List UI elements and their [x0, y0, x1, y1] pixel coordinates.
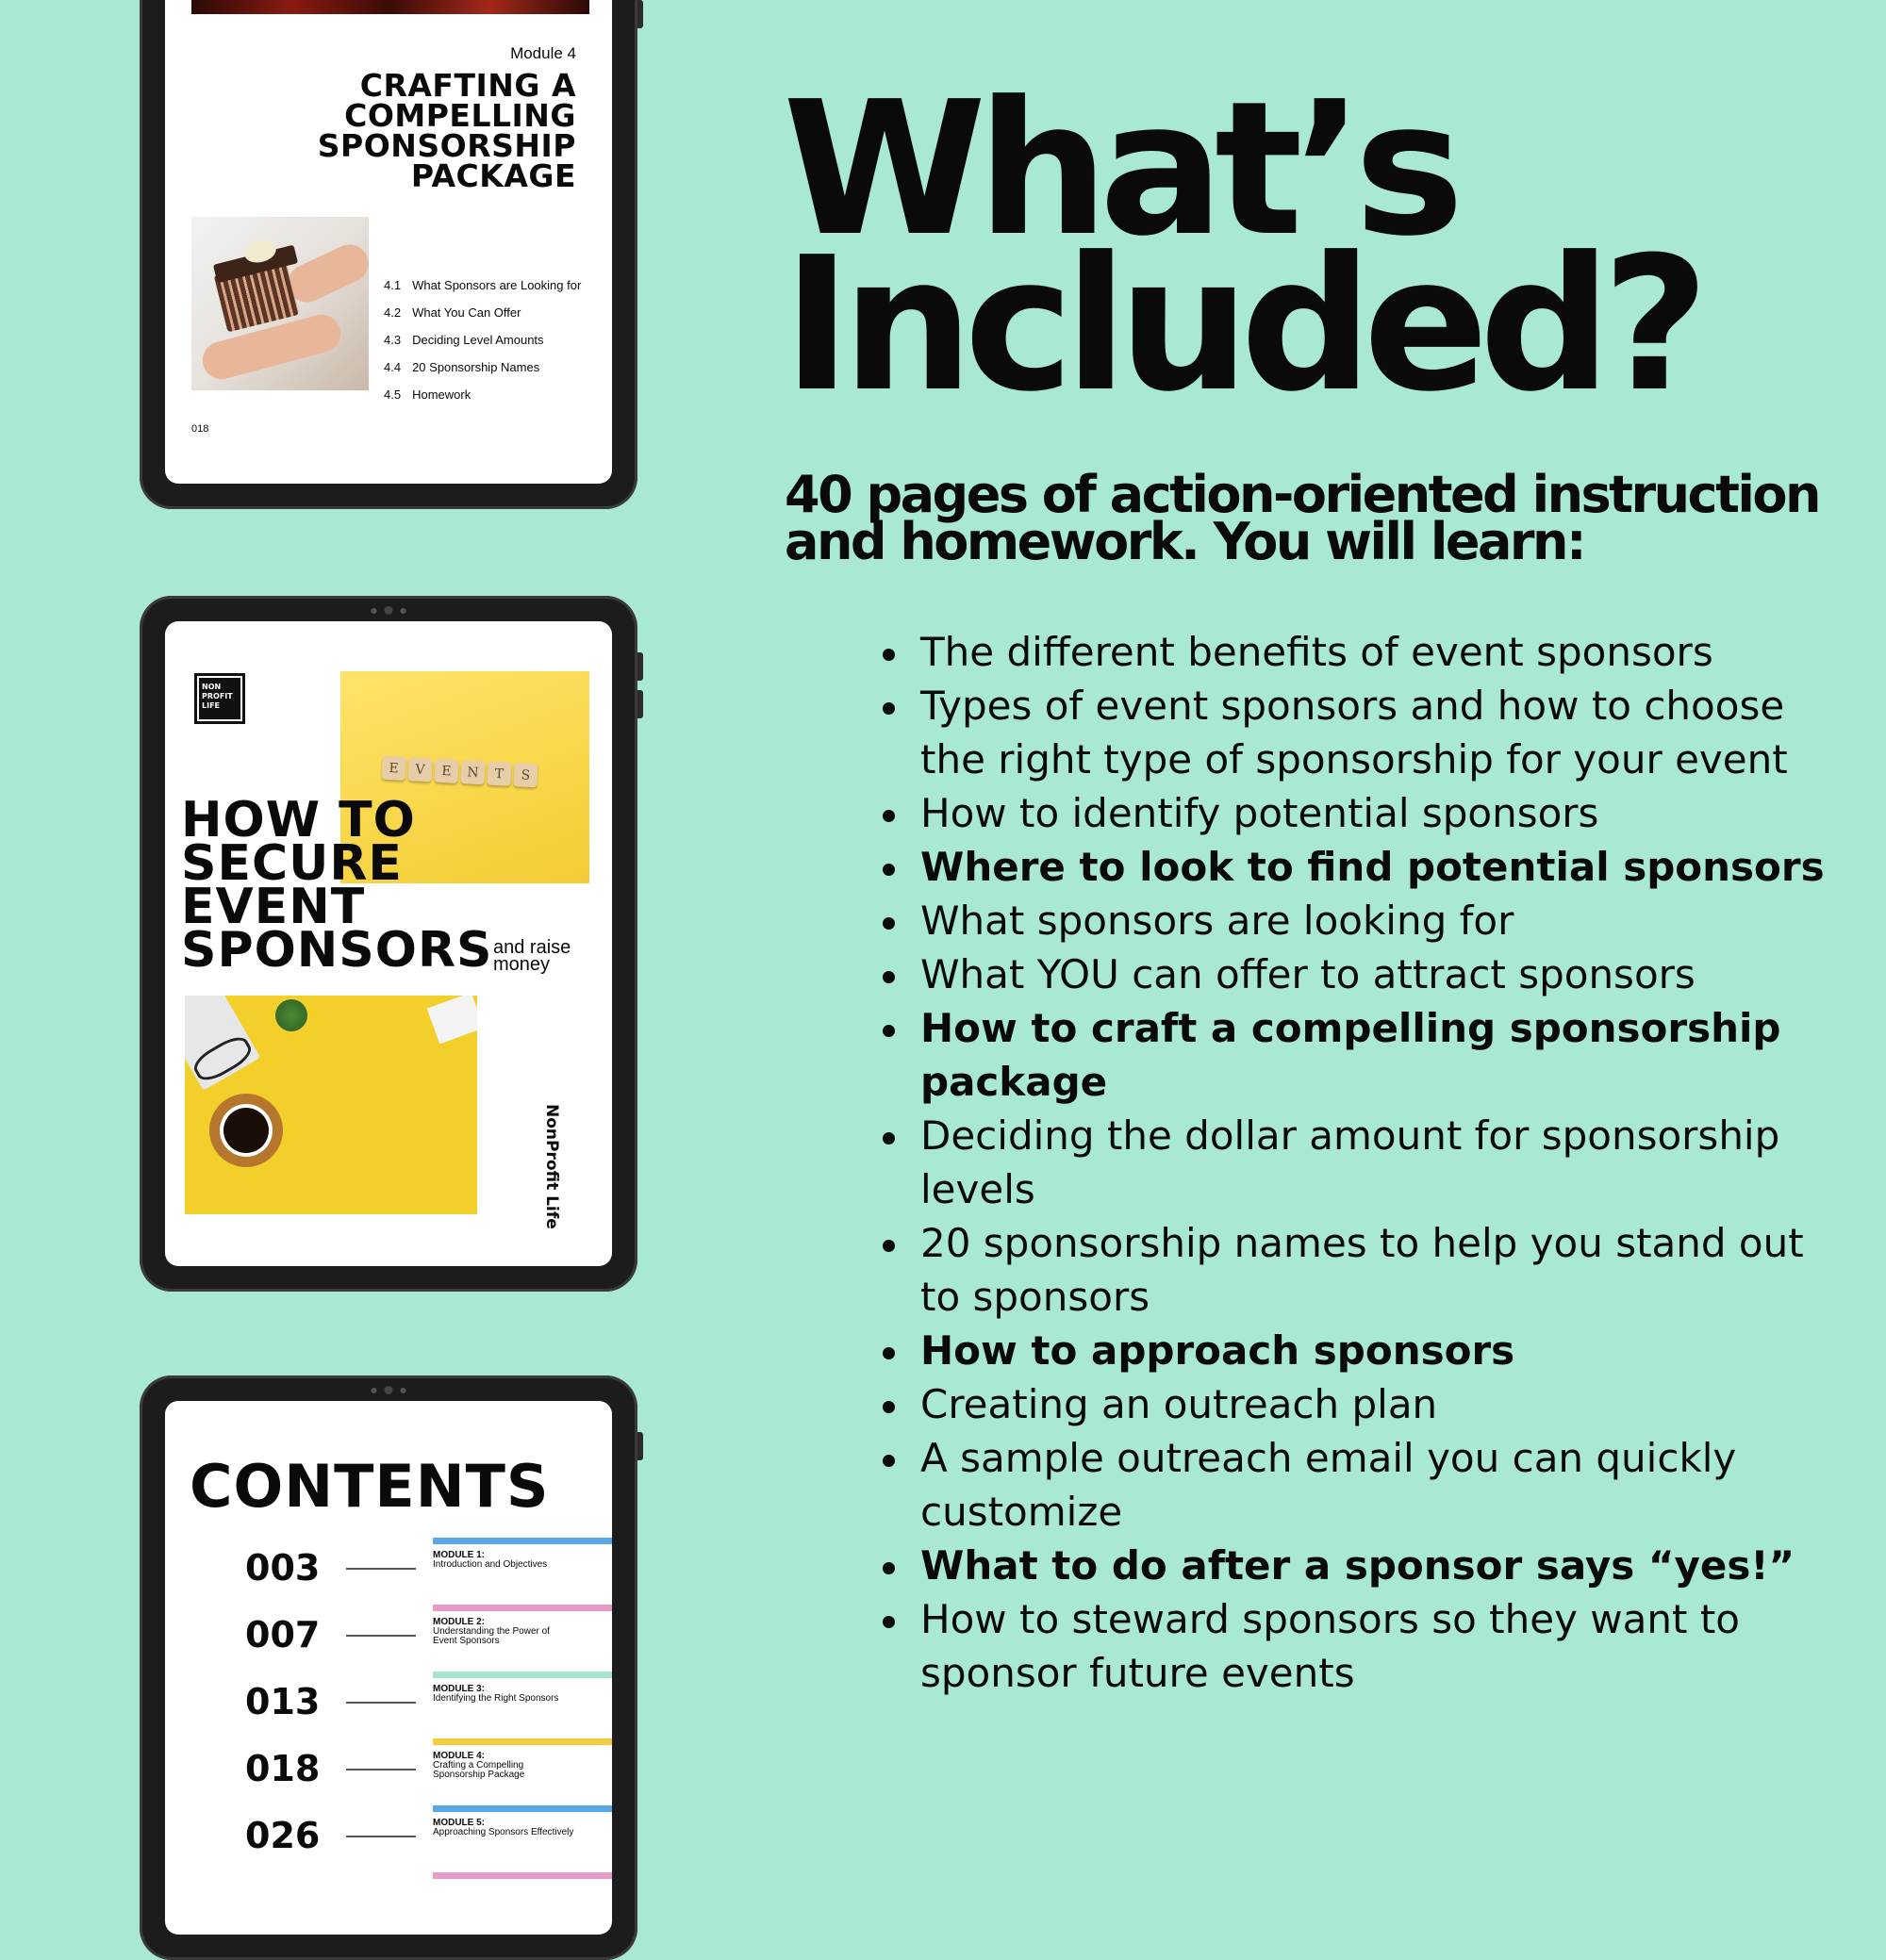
desk-photo: [185, 996, 477, 1214]
toc-page-number: 007: [245, 1614, 321, 1655]
section-number: 4.5: [384, 387, 402, 402]
toc-divider: [346, 1568, 416, 1570]
section-number: 4.1: [384, 278, 402, 292]
list-item: How to craft a compelling sponsorship package: [886, 1001, 1829, 1109]
section-item: [384, 333, 581, 360]
toc-module-name: Understanding the Power of Event Sponsors: [433, 1626, 550, 1646]
logo-text: NON: [202, 683, 222, 691]
tablet-contents: [140, 1375, 637, 1960]
tablet-side-button: [637, 652, 643, 681]
toc-color-bar: [433, 1805, 612, 1812]
coffee-cup-shape: [209, 1094, 283, 1167]
tablet-cover: [140, 596, 637, 1292]
notepad-shape: [427, 996, 477, 1044]
cover-title-line: SPONSORS: [181, 922, 493, 979]
header-image: [191, 0, 589, 14]
toc-module-name: Approaching Sponsors Effectively: [433, 1827, 574, 1837]
toc-color-bar: [433, 1872, 612, 1879]
module-title-line: SPONSORSHIP: [317, 127, 576, 164]
toc-divider: [346, 1702, 416, 1704]
toc-color-bar: [433, 1738, 612, 1745]
toc-row: [165, 1672, 612, 1728]
list-item: What sponsors are looking for: [886, 894, 1829, 947]
tablet-side-button: [637, 1432, 643, 1460]
nonprofit-life-logo: [194, 673, 245, 724]
toc-divider: [346, 1635, 416, 1637]
list-item: How to approach sponsors: [886, 1324, 1829, 1377]
toc-page-number: 018: [245, 1748, 321, 1789]
section-item: [384, 360, 581, 387]
list-item: How to steward sponsors so they want to sponsor future events: [886, 1592, 1829, 1700]
subheading-line: 40 pages of action-oriented instruction: [785, 465, 1819, 524]
subheading-line: and homework. You will learn:: [785, 512, 1585, 571]
toc-row: [165, 1805, 612, 1862]
tablet-screen: [165, 1401, 612, 1935]
letter-tile: E: [381, 756, 405, 781]
list-item: Creating an outreach plan: [886, 1377, 1829, 1431]
cover-title: [181, 792, 493, 979]
learning-list: [886, 625, 1829, 1700]
section-item: [384, 278, 581, 305]
section-list: [384, 278, 581, 415]
section-number: 4.4: [384, 360, 402, 374]
toc-divider: [346, 1836, 416, 1837]
plant-shape: [275, 999, 307, 1031]
cover-title-line: SECURE: [181, 835, 403, 892]
section-label: What You Can Offer: [412, 305, 521, 320]
subheading: [785, 465, 1850, 571]
toc-module-label: MODULE 5:: [433, 1818, 485, 1828]
list-item: What to do after a sponsor says “yes!”: [886, 1539, 1829, 1592]
toc-module-label: MODULE 4:: [433, 1751, 485, 1761]
toc-page-number: 013: [245, 1681, 321, 1722]
list-item: Deciding the dollar amount for sponsorship levels: [886, 1109, 1829, 1216]
tablet-screen: [165, 621, 612, 1266]
list-item: Where to look to find potential sponsors: [886, 840, 1829, 894]
tablet-side-button: [637, 0, 643, 28]
camera-icon: [372, 606, 406, 615]
hand-shape: [282, 239, 374, 308]
section-label: What Sponsors are Looking for: [412, 278, 582, 292]
tablet-screen: [165, 0, 612, 484]
toc-module-name: Crafting a Compelling Sponsorship Package: [433, 1760, 525, 1780]
section-number: 4.3: [384, 333, 402, 347]
brand-name: NonProfit Life: [542, 1104, 561, 1229]
tablet-side-button: [637, 690, 643, 718]
contents-title: CONTENTS: [190, 1452, 550, 1521]
toc-row: [165, 1605, 612, 1661]
logo-text: LIFE: [202, 701, 221, 710]
headline: [783, 62, 1700, 433]
module-title: [317, 67, 576, 194]
toc-row: [165, 1738, 612, 1795]
toc-color-bar: [433, 1605, 612, 1611]
list-item: What YOU can offer to attract sponsors: [886, 947, 1829, 1001]
section-item: [384, 387, 581, 415]
letter-tile: V: [407, 757, 432, 782]
toc-module-label: MODULE 2:: [433, 1617, 485, 1627]
cover-subtitle-line: and raise: [493, 937, 571, 958]
logo-text: PROFIT: [202, 692, 233, 700]
list-item: A sample outreach email you can quickly customize: [886, 1431, 1829, 1539]
module-label: Module 4: [510, 44, 576, 62]
toc-page-number: 003: [245, 1547, 321, 1589]
section-label: Homework: [412, 387, 472, 402]
toc-module-name: Introduction and Objectives: [433, 1559, 548, 1570]
letter-tiles: [381, 756, 538, 788]
section-number: 4.2: [384, 305, 402, 320]
headline-line: Included?: [783, 218, 1700, 433]
section-label: Deciding Level Amounts: [412, 333, 544, 347]
toc-color-bar: [433, 1672, 612, 1678]
cover-title-line: HOW TO: [181, 792, 416, 848]
module-title-line: COMPELLING: [344, 97, 576, 134]
toc-module-label: MODULE 1:: [433, 1550, 485, 1560]
list-item: Types of event sponsors and how to choose the right type of sponsorship for your event: [886, 679, 1829, 786]
letter-tile: N: [460, 760, 485, 784]
toc-module-name: Identifying the Right Sponsors: [433, 1693, 559, 1704]
section-label: 20 Sponsorship Names: [412, 360, 540, 374]
letter-tile: E: [434, 759, 458, 783]
toc-page-number: 026: [245, 1815, 321, 1856]
camera-icon: [372, 1386, 406, 1394]
letter-tile: T: [487, 762, 511, 786]
letter-tile: S: [513, 763, 538, 787]
gift-photo: [191, 217, 369, 390]
toc-divider: [346, 1769, 416, 1771]
page-number: 018: [191, 423, 209, 435]
cover-subtitle: [493, 939, 571, 973]
toc-module-label: MODULE 3:: [433, 1684, 485, 1694]
list-item: How to identify potential sponsors: [886, 786, 1829, 840]
tablet-module-4: [140, 0, 637, 509]
section-item: [384, 305, 581, 333]
module-title-line: PACKAGE: [410, 157, 576, 194]
cover-subtitle-line: money: [493, 954, 551, 975]
module-title-line: CRAFTING A: [359, 67, 576, 104]
cover-title-line: EVENT: [181, 879, 366, 935]
list-item: 20 sponsorship names to help you stand out to sponsors: [886, 1216, 1829, 1324]
list-item: The different benefits of event sponsors: [886, 625, 1829, 679]
toc-row: [165, 1538, 612, 1594]
toc-color-bar: [433, 1538, 612, 1544]
headline-line: What’s: [783, 62, 1455, 277]
